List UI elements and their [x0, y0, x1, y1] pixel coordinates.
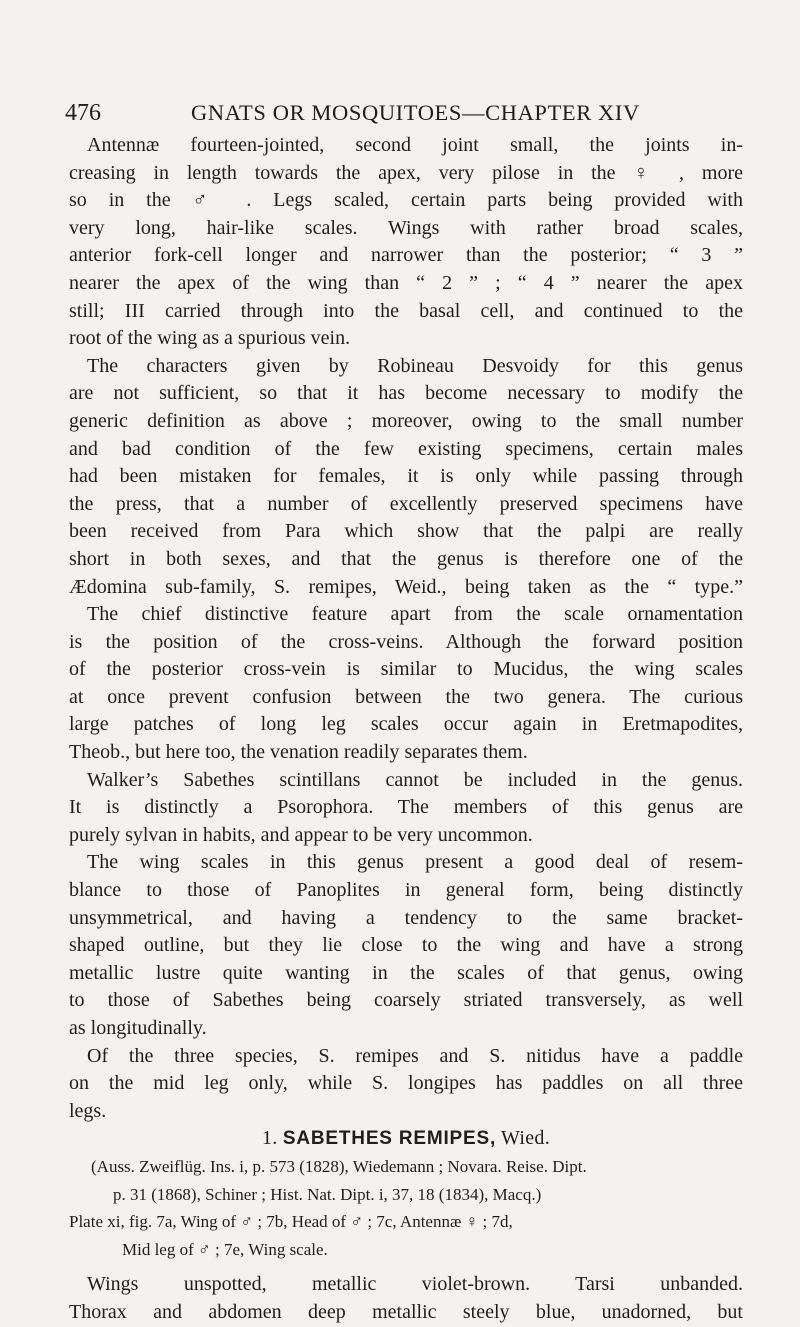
text-line: large patches of long leg scales occur again in Eretmapodites, — [69, 713, 743, 736]
text-line: purely sylvan in habits, and appear to be very uncommon. — [69, 823, 533, 846]
text-line: Theob., but here too, the venation readily separates them. — [69, 741, 528, 764]
text-line: Ædomina sub-family, S. remipes, Weid., being taken as the “ type.” — [69, 575, 743, 598]
text-line: It is distinctly a Psorophora. The members of this genus are — [69, 796, 743, 819]
text-line: creasing in length towards the apex, very pilose in the ♀ , more — [69, 161, 743, 184]
text-line: had been mistaken for females, it is only while passing through — [69, 465, 743, 488]
text-line: on the mid leg only, while S. longipes has paddles on all three — [69, 1072, 743, 1095]
species-heading — [69, 1125, 743, 1153]
text-line: The wing scales in this genus present a good deal of resem- — [87, 851, 743, 874]
text-line: Of the three species, S. remipes and S. nitidus have a paddle — [87, 1044, 743, 1067]
text-line: is the position of the cross-veins. Although the forward position — [69, 630, 743, 653]
text-line: Antennæ fourteen-jointed, second joint small, the joints in- — [87, 134, 743, 156]
running-title: GNATS OR MOSQUITOES—CHAPTER XIV — [191, 100, 640, 125]
reference-line: p. 31 (1868), Schiner ; Hist. Nat. Dipt. i, 37, 18 (1834), Macq.) — [113, 1184, 542, 1204]
text-line: legs. — [69, 1099, 107, 1122]
text-line: the press, that a number of excellently preserved specimens have — [69, 492, 743, 515]
text-line: as longitudinally. — [69, 1017, 207, 1039]
text-line: root of the wing as a spurious vein. — [69, 327, 351, 350]
text-line: nearer the apex of the wing than “ 2 ” ; “ 4 ” nearer the apex — [69, 271, 743, 294]
text-line: still; III carried through into the basal cell, and continued to the — [69, 299, 743, 322]
text-line: blance to those of Panoplites in general form, being distinctly — [69, 879, 743, 902]
text-line: been received from Para which show that the palpi are really — [69, 520, 743, 543]
page-number: 476 — [65, 100, 101, 126]
text-line: very long, hair-like scales. Wings with rather broad scales, — [69, 216, 743, 239]
text-line: Walker’s Sabethes scintillans cannot be included in the genus. — [87, 768, 743, 791]
text-line: shaped outline, but they lie close to the wing and have a strong — [69, 934, 743, 957]
text-line: The chief distinctive feature apart from the scale ornamentation — [87, 603, 743, 626]
species-author: Wied. — [501, 1127, 551, 1150]
text-line: The characters given by Robineau Desvoidy for this genus — [87, 354, 743, 377]
species-number: 1. — [261, 1127, 278, 1150]
plate-line: Mid leg of ♂ ; 7e, Wing scale. — [122, 1239, 328, 1259]
text-line: to those of Sabethes being coarsely striated transversely, as well — [69, 989, 743, 1012]
species-name: SABETHES REMIPES, — [282, 1128, 497, 1150]
text-line: short in both sexes, and that the genus is therefore one of the — [69, 547, 743, 570]
text-line: generic definition as above ; moreover, owing to the small number — [69, 409, 743, 432]
text-line: of the posterior cross-vein is similar to Mucidus, the wing scales — [69, 658, 743, 681]
text-line: and bad condition of the few existing specimens, certain males — [69, 437, 743, 460]
page-body — [69, 132, 743, 1327]
text-line: unsymmetrical, and having a tendency to the same bracket- — [69, 906, 743, 929]
text-line: Thorax and abdomen deep metallic steely blue, unadorned, but — [69, 1300, 743, 1323]
text-line: at once prevent confusion between the two genera. The curious — [69, 685, 743, 708]
text-line: Wings unspotted, metallic violet-brown. Tarsi unbanded. — [87, 1273, 743, 1296]
text-line: are not sufficient, so that it has become necessary to modify the — [69, 382, 743, 405]
text-line: anterior fork-cell longer and narrower than the posterior; “ 3 ” — [69, 244, 743, 267]
reference-line: (Auss. Zweiflüg. Ins. i, p. 573 (1828), Wiedemann ; Novara. Reise. Dipt. — [91, 1156, 587, 1176]
text-line: so in the ♂ . Legs scaled, certain parts being provided with — [69, 189, 743, 212]
text-line: metallic lustre quite wanting in the scales of that genus, owing — [69, 961, 743, 984]
plate-line: Plate xi, fig. 7a, Wing of ♂ ; 7b, Head of ♂ ; 7c, Antennæ ♀ ; 7d, — [69, 1212, 513, 1232]
